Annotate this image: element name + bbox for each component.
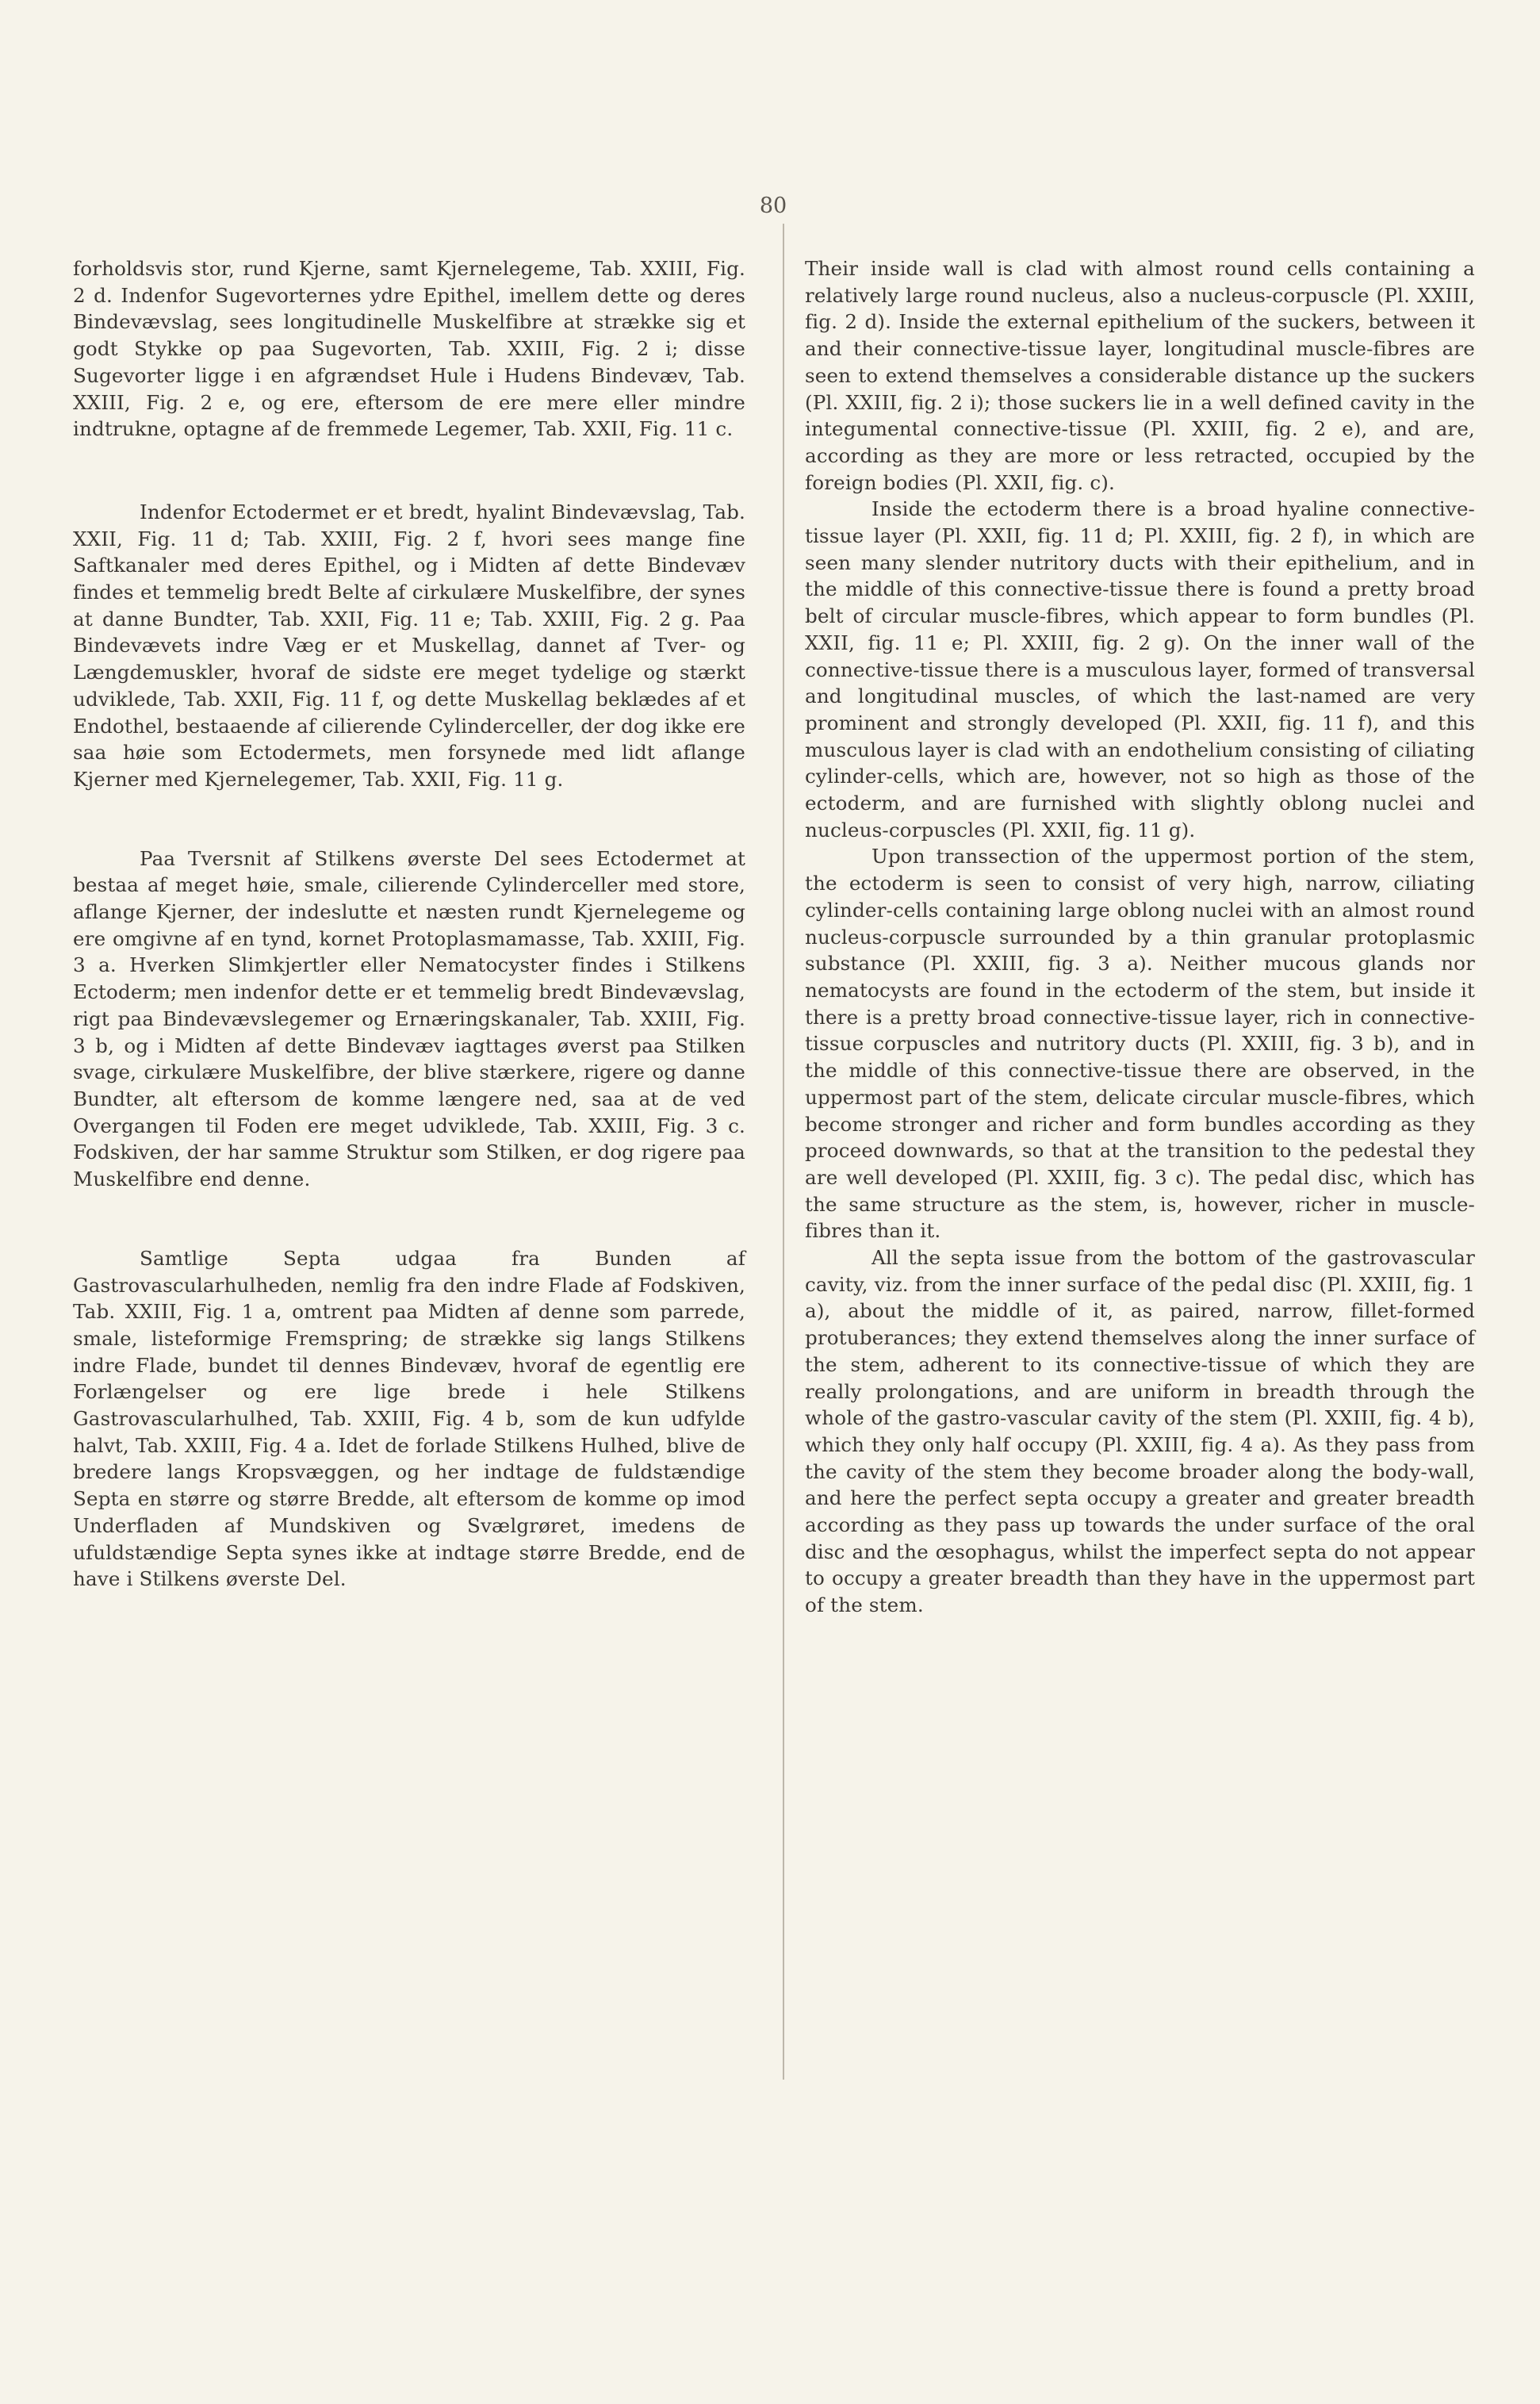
english-paragraph-4: All the septa issue from the bottom of the gastrovascular cavity, viz. from the inner surface of the pedal disc (Pl. XXIII, fig. 1 a), about the middle of it, as paired, narrow, fillet-formed protuberances; they extend themselves along the inner surface of the stem, adherent to its connective-tissue of which they are really prolongations, and are uniform in breadth through the whole of the gastro-vascular cavity of the stem (Pl. XXIII, fig. 4 b), which they only half occupy (Pl. XXIII, fig. 4 a). As they pass from the cavity of the stem they become broader along the body-wall, and here the perfect septa occupy a greater and greater breadth according as they pass up towards the under surface of the oral disc and the œsophagus, whilst the imperfect septa do not appear to occupy a greater breadth than they have in the uppermost part of the stem. [805, 1246, 1475, 1617]
danish-paragraph-1: forholdsvis stor, rund Kjerne, samt Kjernelegeme, Tab. XXIII, Fig. 2 d. Indenfor Sugevorternes ydre Epithel, imellem dette og deres Bindevævslag, sees longitudinelle Muskelfibre at strække sig et godt Stykke op paa Sugevorten, Tab. XXIII, Fig. 2 i; disse Sugevorter ligge i en afgrændset Hule i Hudens Bindevæv, Tab. XXIII, Fig. 2 e, og ere, eftersom de ere mere eller mindre indtrukne, optagne af de fremmede Legemer, Tab. XXII, Fig. 11 c. [73, 257, 745, 441]
english-paragraph-2: Inside the ectoderm there is a broad hyaline connective-tissue layer (Pl. XXII, fig. 11 d; Pl. XXIII, fig. 2 f), in which are seen many slender nutritory ducts with their epithelium, and in the middle of this connective-tissue there is found a pretty broad belt of circular muscle-fibres, which appear to form bundles (Pl. XXII, fig. 11 e; Pl. XXIII, fig. 2 g). On the inner wall of the connective-tissue there is a musculous layer, formed of transversal and longitudinal muscles, of which the last-named are very prominent and strongly developed (Pl. XXII, fig. 11 f), and this musculous layer is clad with an endothelium consisting of ciliating cylinder-cells, which are, however, not so high as those of the ectoderm, and are furnished with slightly oblong nuclei and nucleus-corpuscles (Pl. XXII, fig. 11 g). [805, 497, 1475, 842]
page-number: 80 [759, 194, 787, 218]
danish-text-column [73, 255, 745, 1593]
danish-paragraph-4: Samtlige Septa udgaa fra Bunden af Gastrovascularhulheden, nemlig fra den indre Flade af Fodskiven, Tab. XXIII, Fig. 1 a, omtrent paa Midten af denne som parrede, smale, listeformige Fremspring; de strække sig langs Stilkens indre Flade, bundet til dennes Bindevæv, hvoraf de egentlig ere Forlængelser og ere lige brede i hele Stilkens Gastrovascularhulhed, Tab. XXIII, Fig. 4 b, som de kun udfylde halvt, Tab. XXIII, Fig. 4 a. Idet de forlade Stilkens Hulhed, blive de bredere langs Kropsvæggen, og her indtage de fuldstændige Septa en større og større Bredde, alt eftersom de komme op imod Underfladen af Mundskiven og Svælgrøret, imedens de ufuldstændige Septa synes ikke at indtage større Bredde, end de have i Stilkens øverste Del. [73, 1246, 745, 1591]
danish-paragraph-3: Paa Tversnit af Stilkens øverste Del sees Ectodermet at bestaa af meget høie, smale, cilierende Cylinderceller med store, aflange Kjerner, der indeslutte et næsten rundt Kjernelegeme og ere omgivne af en tynd, kornet Protoplasmamasse, Tab. XXIII, Fig. 3 a. Hverken Slimkjertler eller Nematocyster findes i Stilkens Ectoderm; men indenfor dette er et temmelig bredt Bindevævslag, rigt paa Bindevævslegemer og Ernæringskanaler, Tab. XXIII, Fig. 3 b, og i Midten af dette Bindevæv iagttages øverst paa Stilken svage, cirkulære Muskelfibre, der blive stærkere, rigere og danne Bundter, alt eftersom de komme længere ned, saa at de ved Overgangen til Foden ere meget udviklede, Tab. XXIII, Fig. 3 c. Fodskiven, der har samme Struktur som Stilken, er dog rigere paa Muskelfibre end denne. [73, 846, 745, 1191]
english-text-column [805, 255, 1475, 1619]
english-paragraph-1: Their inside wall is clad with almost round cells containing a relatively large round nucleus, also a nucleus-corpuscle (Pl. XXIII, fig. 2 d). Inside the external epithelium of the suckers, between it and their connective-tissue layer, longitudinal muscle-fibres are seen to extend themselves a considerable distance up the suckers (Pl. XXIII, fig. 2 i); those suckers lie in a well defined cavity in the integumental connective-tissue (Pl. XXIII, fig. 2 e), and are, according as they are more or less retracted, occupied by the foreign bodies (Pl. XXII, fig. c). [805, 257, 1475, 494]
danish-paragraph-2: Indenfor Ectodermet er et bredt, hyalint Bindevævslag, Tab. XXII, Fig. 11 d; Tab. XXIII, Fig. 2 f, hvori sees mange fine Saftkanaler med deres Epithel, og i Midten af dette Bindevæv findes et temmelig bredt Belte af cirkulære Muskelfibre, der synes at danne Bundter, Tab. XXII, Fig. 11 e; Tab. XXIII, Fig. 2 g. Paa Bindevævets indre Væg er et Muskellag, dannet af Tver- og Længdemuskler, hvoraf de sidste ere meget tydelige og stærkt udviklede, Tab. XXII, Fig. 11 f, og dette Muskellag beklædes af et Endothel, bestaaende af cilierende Cylinderceller, der dog ikke ere saa høie som Ectodermets, men forsynede med lidt aflange Kjerner med Kjernelegemer, Tab. XXII, Fig. 11 g. [73, 500, 745, 791]
column-divider [783, 224, 784, 2080]
english-paragraph-3: Upon transsection of the uppermost portion of the stem, the ectoderm is seen to consist of very high, narrow, ciliating cylinder-cells containing large oblong nuclei with an almost round nucleus-corpuscle surrounded by a thin granular protoplasmic substance (Pl. XXIII, fig. 3 a). Neither mucous glands nor nematocysts are found in the ectoderm of the stem, but inside it there is a pretty broad connective-tissue layer, rich in connective-tissue corpuscles and nutritory ducts (Pl. XXIII, fig. 3 b), and in the middle of this connective-tissue there are observed, in the uppermost part of the stem, delicate circular muscle-fibres, which become stronger and richer and form bundles according as they proceed downwards, so that at the transition to the pedestal they are well developed (Pl. XXIII, fig. 3 c). The pedal disc, which has the same structure as the stem, is, however, richer in muscle-fibres than it. [805, 845, 1475, 1243]
